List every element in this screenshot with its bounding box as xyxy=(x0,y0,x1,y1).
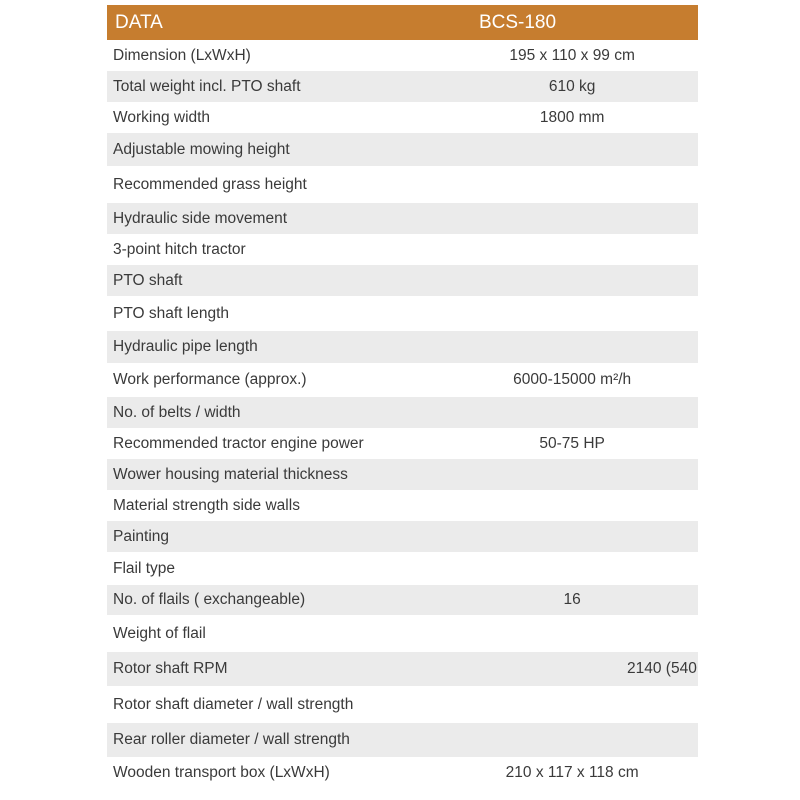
row-label: Hydraulic pipe length xyxy=(113,338,258,355)
row-label: PTO shaft xyxy=(113,271,183,289)
row-label: Flail type xyxy=(113,559,176,577)
spec-table xyxy=(107,5,698,789)
row-value: 210 x 117 x 118 cm xyxy=(505,764,639,781)
row-label: Material strength side walls xyxy=(113,496,300,514)
row-label: Recommended tractor engine power xyxy=(113,434,364,452)
row-label: Dimension (LxWxH) xyxy=(113,46,251,64)
table-row xyxy=(107,71,698,102)
table-row xyxy=(107,203,698,234)
table-row xyxy=(107,397,698,428)
row-value: 16 xyxy=(563,591,581,608)
row-label: Work performance (approx.) xyxy=(113,371,307,388)
row-value: 610 kg xyxy=(548,77,596,95)
row-label: Wooden transport box (LxWxH) xyxy=(113,764,330,781)
table-row xyxy=(107,652,698,686)
table-row xyxy=(107,686,698,723)
table-row xyxy=(107,459,698,490)
table-header xyxy=(107,5,698,40)
row-label: Weight of flail xyxy=(113,624,206,642)
table-row xyxy=(107,265,698,296)
row-label: Painting xyxy=(113,527,170,545)
row-value: 6000-15000 m²/h xyxy=(513,371,632,388)
row-value: 50-75 HP xyxy=(539,434,605,452)
table-row xyxy=(107,757,698,789)
row-value: 2140 (540 xyxy=(627,660,697,677)
row-label: PTO shaft length xyxy=(113,304,230,322)
row-label: Wower housing material thickness xyxy=(113,465,348,483)
row-label: Recommended grass height xyxy=(113,175,307,193)
row-label: Hydraulic side movement xyxy=(113,209,288,227)
header-data-label: DATA xyxy=(115,11,163,33)
row-label: Rear roller diameter / wall strength xyxy=(113,731,350,748)
row-label: Rotor shaft RPM xyxy=(113,660,228,677)
table-row xyxy=(107,234,698,265)
table-row xyxy=(107,296,698,331)
table-row xyxy=(107,723,698,757)
table-row xyxy=(107,40,698,71)
table-row xyxy=(107,102,698,133)
row-label: No. of belts / width xyxy=(113,403,241,421)
row-label: No. of flails ( exchangeable) xyxy=(113,591,306,608)
table-row xyxy=(107,133,698,166)
row-label: Total weight incl. PTO shaft xyxy=(113,77,301,95)
table-row xyxy=(107,363,698,397)
row-value: 1800 mm xyxy=(539,108,605,126)
table-row xyxy=(107,552,698,585)
row-label: Adjustable mowing height xyxy=(113,140,290,158)
row-label: 3-point hitch tractor xyxy=(113,240,246,258)
row-label: Working width xyxy=(113,108,211,126)
row-label: Rotor shaft diameter / wall strength xyxy=(113,695,354,713)
table-row xyxy=(107,615,698,652)
table-row xyxy=(107,585,698,615)
row-value: 195 x 110 x 99 cm xyxy=(509,46,635,64)
table-row xyxy=(107,166,698,203)
header-model-name: BCS-180 xyxy=(478,11,557,33)
table-row xyxy=(107,521,698,552)
table-row xyxy=(107,490,698,521)
table-row xyxy=(107,428,698,459)
table-row xyxy=(107,331,698,363)
